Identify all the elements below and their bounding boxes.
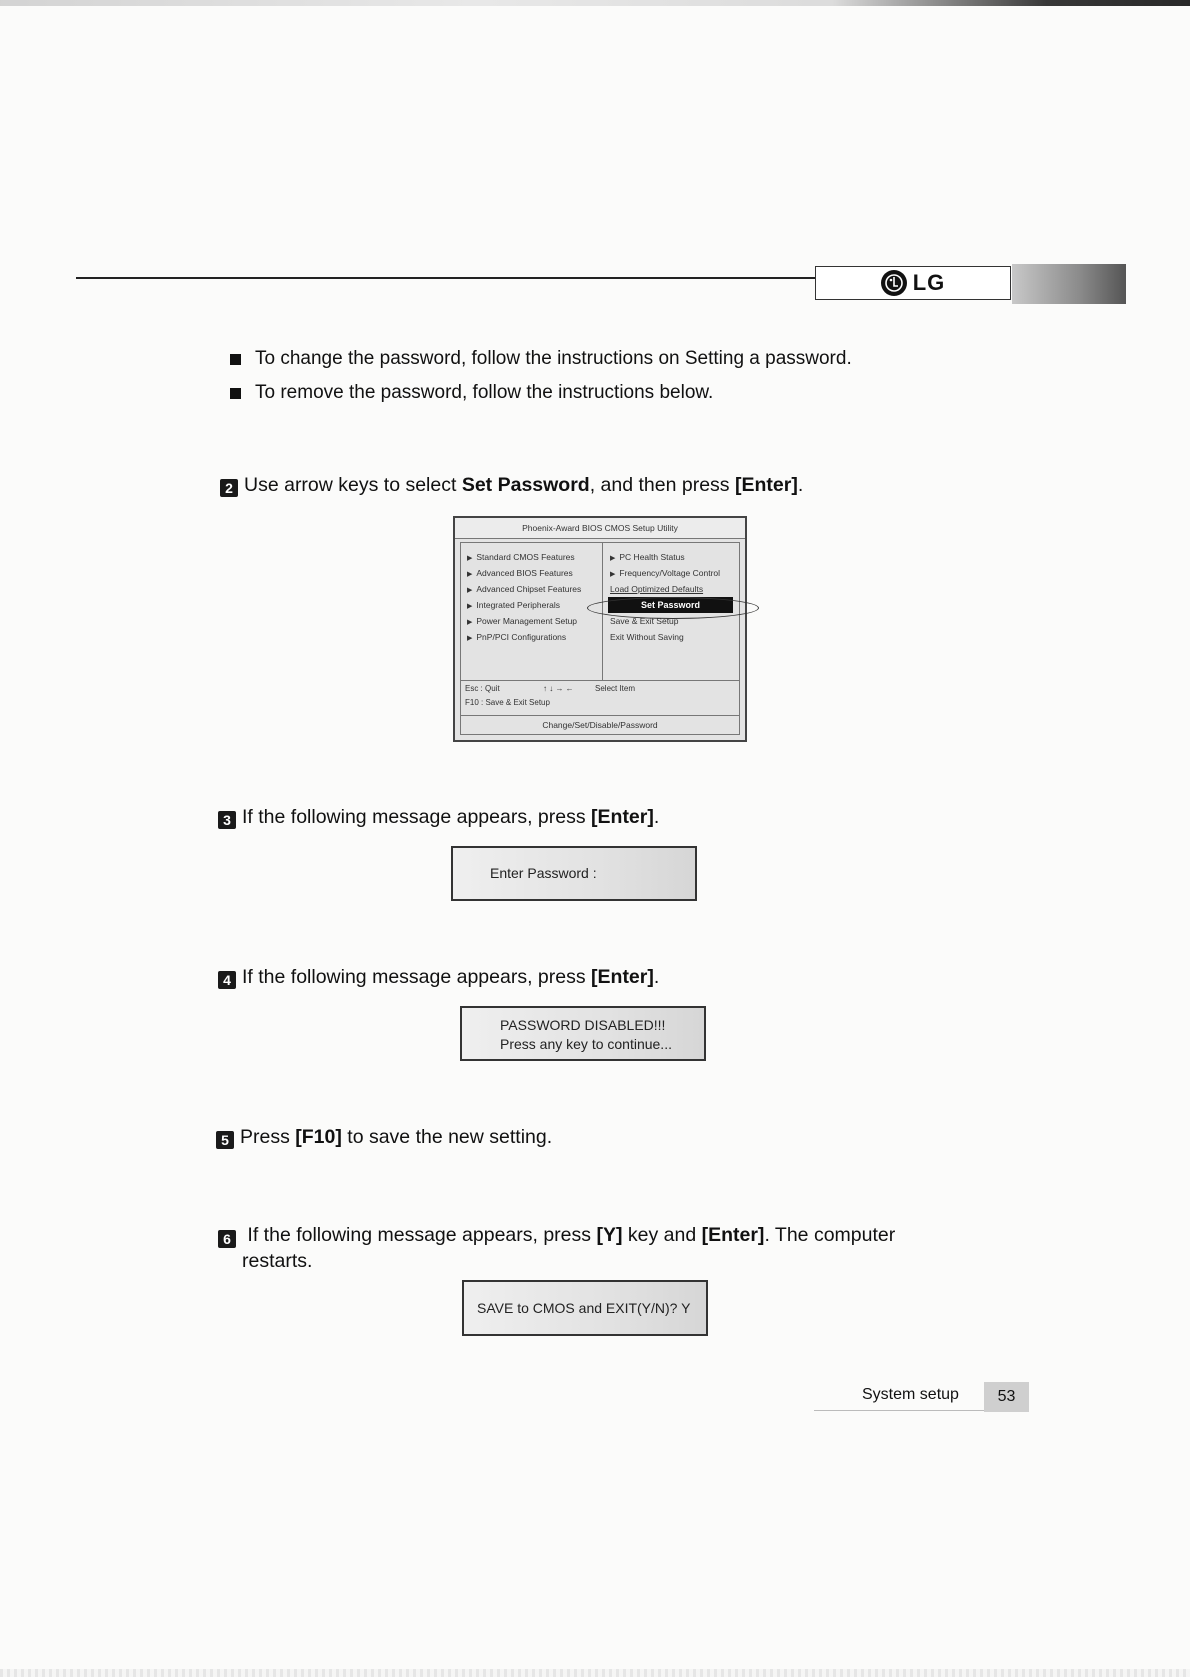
step-5: 5 Press [F10] to save the new setting. xyxy=(216,1126,552,1149)
bios-menu-item: Save & Exit Setup xyxy=(610,616,679,626)
password-disabled-message: PASSWORD DISABLED!!! Press any key to continue... xyxy=(460,1006,706,1061)
bios-menu-item: ▶ PC Health Status xyxy=(610,552,685,562)
scan-bottom-edge xyxy=(0,1669,1190,1677)
scan-top-edge xyxy=(0,0,1190,6)
bios-menu-item: Load Optimized Defaults xyxy=(610,584,704,594)
enter-password-message: Enter Password : xyxy=(451,846,697,901)
step-number: 5 xyxy=(216,1131,234,1149)
step-6: 6 If the following message appears, press [Y] key and [Enter]. The computer restarts. xyxy=(218,1222,978,1274)
step-number: 4 xyxy=(218,971,236,989)
step-number: 2 xyxy=(220,479,238,497)
bios-screenshot xyxy=(453,516,747,742)
bullet-square-icon xyxy=(230,354,241,365)
lg-logo xyxy=(815,266,1011,300)
header-tab xyxy=(1012,264,1126,304)
bios-menu-item: ▶ Standard CMOS Features xyxy=(467,552,575,562)
bios-menu-item: ▶ Advanced Chipset Features xyxy=(467,584,582,594)
lg-face-icon xyxy=(881,270,907,296)
page-footer xyxy=(814,1382,1029,1412)
step-number: 6 xyxy=(218,1230,236,1248)
bios-menu-item: ▶ Power Management Setup xyxy=(467,616,578,626)
step-4: 4 If the following message appears, press [Enter]. xyxy=(218,966,659,989)
bios-key-help: Esc : Quit ↑ ↓ → ← Select Item F10 : Save & Exit Setup xyxy=(461,681,739,716)
header-rule xyxy=(76,277,816,279)
bios-menu-item-selected: Set Password xyxy=(608,597,733,613)
bios-menu-item: ▶ PnP/PCI Configurations xyxy=(467,632,567,642)
footer-rule xyxy=(814,1410,984,1411)
bios-menu-item: ▶ Advanced BIOS Features xyxy=(467,568,573,578)
bullet-square-icon xyxy=(230,388,241,399)
logo-text: LG xyxy=(912,270,946,295)
save-cmos-message: SAVE to CMOS and EXIT(Y/N)? Y xyxy=(462,1280,708,1336)
bios-menu-item: ▶ Frequency/Voltage Control xyxy=(610,568,721,578)
page-number: 53 xyxy=(984,1382,1029,1412)
bullet-item: To remove the password, follow the instructions below. xyxy=(230,376,852,410)
bios-menu xyxy=(461,543,739,681)
bios-menu-item: ▶ Integrated Peripherals xyxy=(467,600,561,610)
step-2: 2 Use arrow keys to select Set Password, and then press [Enter]. xyxy=(220,474,803,497)
bios-menu-item: Exit Without Saving xyxy=(610,632,684,642)
bios-frame xyxy=(460,542,740,735)
bios-title: Phoenix-Award BIOS CMOS Setup Utility xyxy=(455,518,745,539)
step-number: 3 xyxy=(218,811,236,829)
highlight-ellipse xyxy=(587,597,759,619)
bios-menu-left xyxy=(461,543,603,680)
bullet-item: To change the password, follow the instructions on Setting a password. xyxy=(230,342,852,376)
bullet-list xyxy=(230,342,852,410)
step-3: 3 If the following message appears, press [Enter]. xyxy=(218,806,659,829)
section-name: System setup xyxy=(862,1386,959,1403)
bios-status-line: Change/Set/Disable/Password xyxy=(542,720,658,730)
